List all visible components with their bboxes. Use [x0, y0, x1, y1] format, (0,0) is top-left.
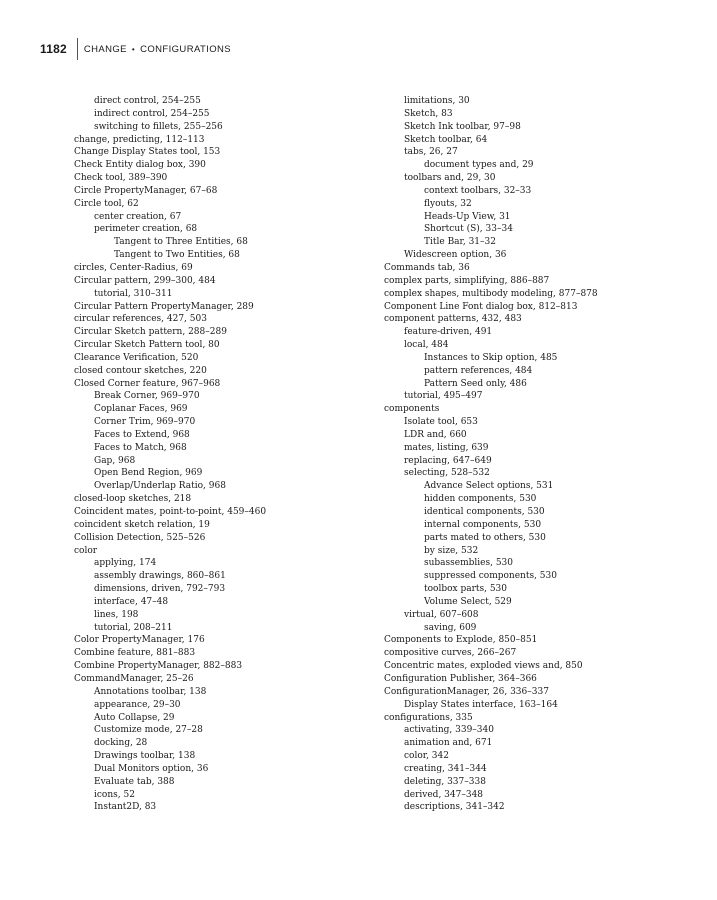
index-subentry: by size, 532 — [424, 545, 479, 556]
header-divider — [77, 38, 78, 60]
index-subentry: tutorial, 208–211 — [94, 622, 173, 633]
index-subentry: descriptions, 341–342 — [404, 802, 505, 813]
index-subentry: Customize mode, 27–28 — [94, 725, 203, 736]
index-subentry: context toolbars, 32–33 — [424, 185, 532, 196]
index-entry: Configuration Publisher, 364–366 — [384, 673, 537, 684]
index-entry: Coincident mates, point-to-point, 459–460 — [74, 507, 267, 517]
index-subentry: Coplanar Faces, 969 — [94, 404, 188, 415]
index-subentry: creating, 341–344 — [404, 763, 487, 774]
index-entry: complex shapes, multibody modeling, 877–878 — [384, 288, 598, 299]
index-entry: closed contour sketches, 220 — [74, 365, 207, 376]
index-subentry: Volume Select, 529 — [424, 596, 512, 607]
index-subentry: suppressed components, 530 — [424, 571, 557, 582]
index-subentry: parts mated to others, 530 — [424, 532, 546, 543]
index-subentry: pattern references, 484 — [424, 365, 533, 376]
index-subentry: Corner Trim, 969–970 — [94, 417, 196, 428]
index-entry: Components to Explode, 850–851 — [384, 635, 538, 646]
index-entry: Circle tool, 62 — [74, 198, 139, 209]
index-entry: Check Entity dialog box, 390 — [74, 160, 206, 171]
index-subentry: tabs, 26, 27 — [404, 147, 458, 158]
index-subentry: virtual, 607–608 — [404, 609, 479, 620]
index-entry: complex parts, simplifying, 886–887 — [384, 275, 550, 286]
index-entry: Circular Sketch pattern, 288–289 — [74, 327, 227, 338]
index-subentry: Break Corner, 969–970 — [94, 391, 200, 402]
index-entry: Change Display States tool, 153 — [74, 147, 221, 158]
index-entry: closed-loop sketches, 218 — [74, 494, 192, 505]
index-subentry: animation and, 671 — [404, 738, 493, 749]
index-entry: Circular Sketch Pattern tool, 80 — [74, 340, 220, 351]
index-subentry: Auto Collapse, 29 — [94, 712, 175, 723]
index-subentry: Sketch, 83 — [404, 108, 453, 119]
index-entry: Circle PropertyManager, 67–68 — [74, 185, 218, 196]
index-entry: circles, Center-Radius, 69 — [74, 262, 193, 273]
index-entry: color — [74, 545, 98, 556]
index-subentry: toolbox parts, 530 — [424, 584, 508, 595]
index-subentry: toolbars and, 29, 30 — [404, 173, 496, 184]
page-number: 1182 — [40, 42, 67, 56]
index-subentry: Instant2D, 83 — [94, 802, 157, 813]
index-subentry: direct control, 254–255 — [94, 96, 201, 106]
index-subentry: selecting, 528–532 — [404, 468, 490, 479]
index-subentry: limitations, 30 — [404, 96, 470, 106]
index-subentry: lines, 198 — [94, 609, 139, 620]
index-subentry: Drawings toolbar, 138 — [94, 751, 196, 762]
index-entry: Commands tab, 36 — [384, 262, 470, 273]
index-entry: Circular Pattern PropertyManager, 289 — [74, 301, 254, 312]
index-subentry: Advance Select options, 531 — [424, 481, 554, 492]
index-subentry: switching to fillets, 255–256 — [94, 121, 223, 132]
index-subentry: LDR and, 660 — [404, 429, 467, 440]
index-subentry: perimeter creation, 68 — [94, 224, 198, 235]
index-entry: CommandManager, 25–26 — [74, 673, 194, 684]
index-entry: Component Line Font dialog box, 812–813 — [384, 301, 578, 312]
index-subentry: feature-driven, 491 — [404, 327, 493, 338]
index-subentry: tutorial, 310–311 — [94, 288, 173, 299]
index-subentry: center creation, 67 — [94, 211, 182, 222]
index-subentry: flyouts, 32 — [424, 198, 472, 209]
index-entry: Concentric mates, exploded views and, 850 — [384, 661, 583, 672]
index-subentry: Widescreen option, 36 — [404, 250, 507, 261]
index-subentry: Isolate tool, 653 — [404, 417, 478, 428]
index-subentry: local, 484 — [404, 340, 449, 351]
section-end: CONFIGURATIONS — [140, 43, 232, 55]
index-subentry: appearance, 29–30 — [94, 699, 181, 710]
index-subentry: color, 342 — [404, 751, 449, 762]
index-entry: components — [384, 404, 440, 415]
index-subentry: Faces to Match, 968 — [94, 442, 187, 453]
index-subentry: Faces to Extend, 968 — [94, 429, 190, 440]
section-start: CHANGE — [83, 43, 127, 55]
index-subentry: Shortcut (S), 33–34 — [424, 224, 513, 235]
index-subentry: Overlap/Underlap Ratio, 968 — [94, 481, 226, 492]
running-head — [40, 38, 231, 60]
index-column-right — [384, 95, 704, 814]
index-subentry: Annotations toolbar, 138 — [94, 686, 207, 697]
index-entry: Combine PropertyManager, 882–883 — [74, 661, 243, 672]
index-subentry: Display States interface, 163–164 — [404, 699, 558, 710]
index-entry: configurations, 335 — [384, 712, 473, 723]
index-subentry: Instances to Skip option, 485 — [424, 352, 558, 363]
index-entry: Circular pattern, 299–300, 484 — [74, 275, 216, 286]
index-subentry: applying, 174 — [94, 558, 157, 569]
index-entry: coincident sketch relation, 19 — [74, 519, 210, 530]
index-subentry: activating, 339–340 — [404, 725, 494, 736]
index-entry: Check tool, 389–390 — [74, 173, 168, 184]
index-subentry: assembly drawings, 860–861 — [94, 571, 226, 582]
index-subentry: mates, listing, 639 — [404, 442, 489, 453]
index-subentry: document types and, 29 — [424, 160, 534, 171]
index-subentry: deleting, 337–338 — [404, 776, 486, 787]
index-subentry: hidden components, 530 — [424, 494, 537, 505]
index-subentry: interface, 47–48 — [94, 596, 169, 607]
index-subentry: Evaluate tab, 388 — [94, 776, 175, 787]
index-subentry: subassemblies, 530 — [424, 558, 514, 569]
index-subentry: Heads-Up View, 31 — [424, 211, 511, 222]
index-entry: Collision Detection, 525–526 — [74, 532, 206, 543]
section-separator: • — [131, 44, 136, 54]
index-subentry: Title Bar, 31–32 — [424, 237, 496, 248]
index-subentry: Tangent to Three Entities, 68 — [114, 237, 248, 248]
index-subentry: Pattern Seed only, 486 — [424, 378, 527, 389]
index-subentry: icons, 52 — [94, 789, 135, 800]
index-entry: Clearance Verification, 520 — [74, 352, 199, 363]
index-subentry: derived, 347–348 — [404, 789, 484, 800]
index-subentry: Gap, 968 — [94, 455, 136, 466]
index-subentry: tutorial, 495–497 — [404, 391, 483, 402]
index-subentry: indirect control, 254–255 — [94, 108, 210, 119]
index-subentry: Sketch Ink toolbar, 97–98 — [404, 121, 521, 132]
index-entry: Closed Corner feature, 967–968 — [74, 378, 221, 389]
index-entry: component patterns, 432, 483 — [384, 314, 522, 325]
index-entry: change, predicting, 112–113 — [74, 134, 205, 145]
index-subentry: saving, 609 — [424, 622, 477, 633]
index-subentry: Tangent to Two Entities, 68 — [114, 250, 240, 261]
index-column-left — [74, 95, 394, 814]
index-entry: circular references, 427, 503 — [74, 314, 207, 325]
index-entry: Combine feature, 881–883 — [74, 648, 196, 659]
section-range — [84, 44, 231, 55]
index-subentry: docking, 28 — [94, 738, 148, 749]
index-subentry: replacing, 647–649 — [404, 455, 492, 466]
index-subentry: Sketch toolbar, 64 — [404, 134, 488, 145]
index-entry: ConfigurationManager, 26, 336–337 — [384, 686, 549, 697]
index-subentry: dimensions, driven, 792–793 — [94, 584, 226, 595]
index-entry: compositive curves, 266–267 — [384, 648, 517, 659]
index-subentry: Dual Monitors option, 36 — [94, 763, 209, 774]
index-subentry: Open Bend Region, 969 — [94, 468, 203, 479]
index-subentry: internal components, 530 — [424, 519, 542, 530]
index-entry: Color PropertyManager, 176 — [74, 635, 205, 646]
index-subentry: identical components, 530 — [424, 507, 545, 517]
